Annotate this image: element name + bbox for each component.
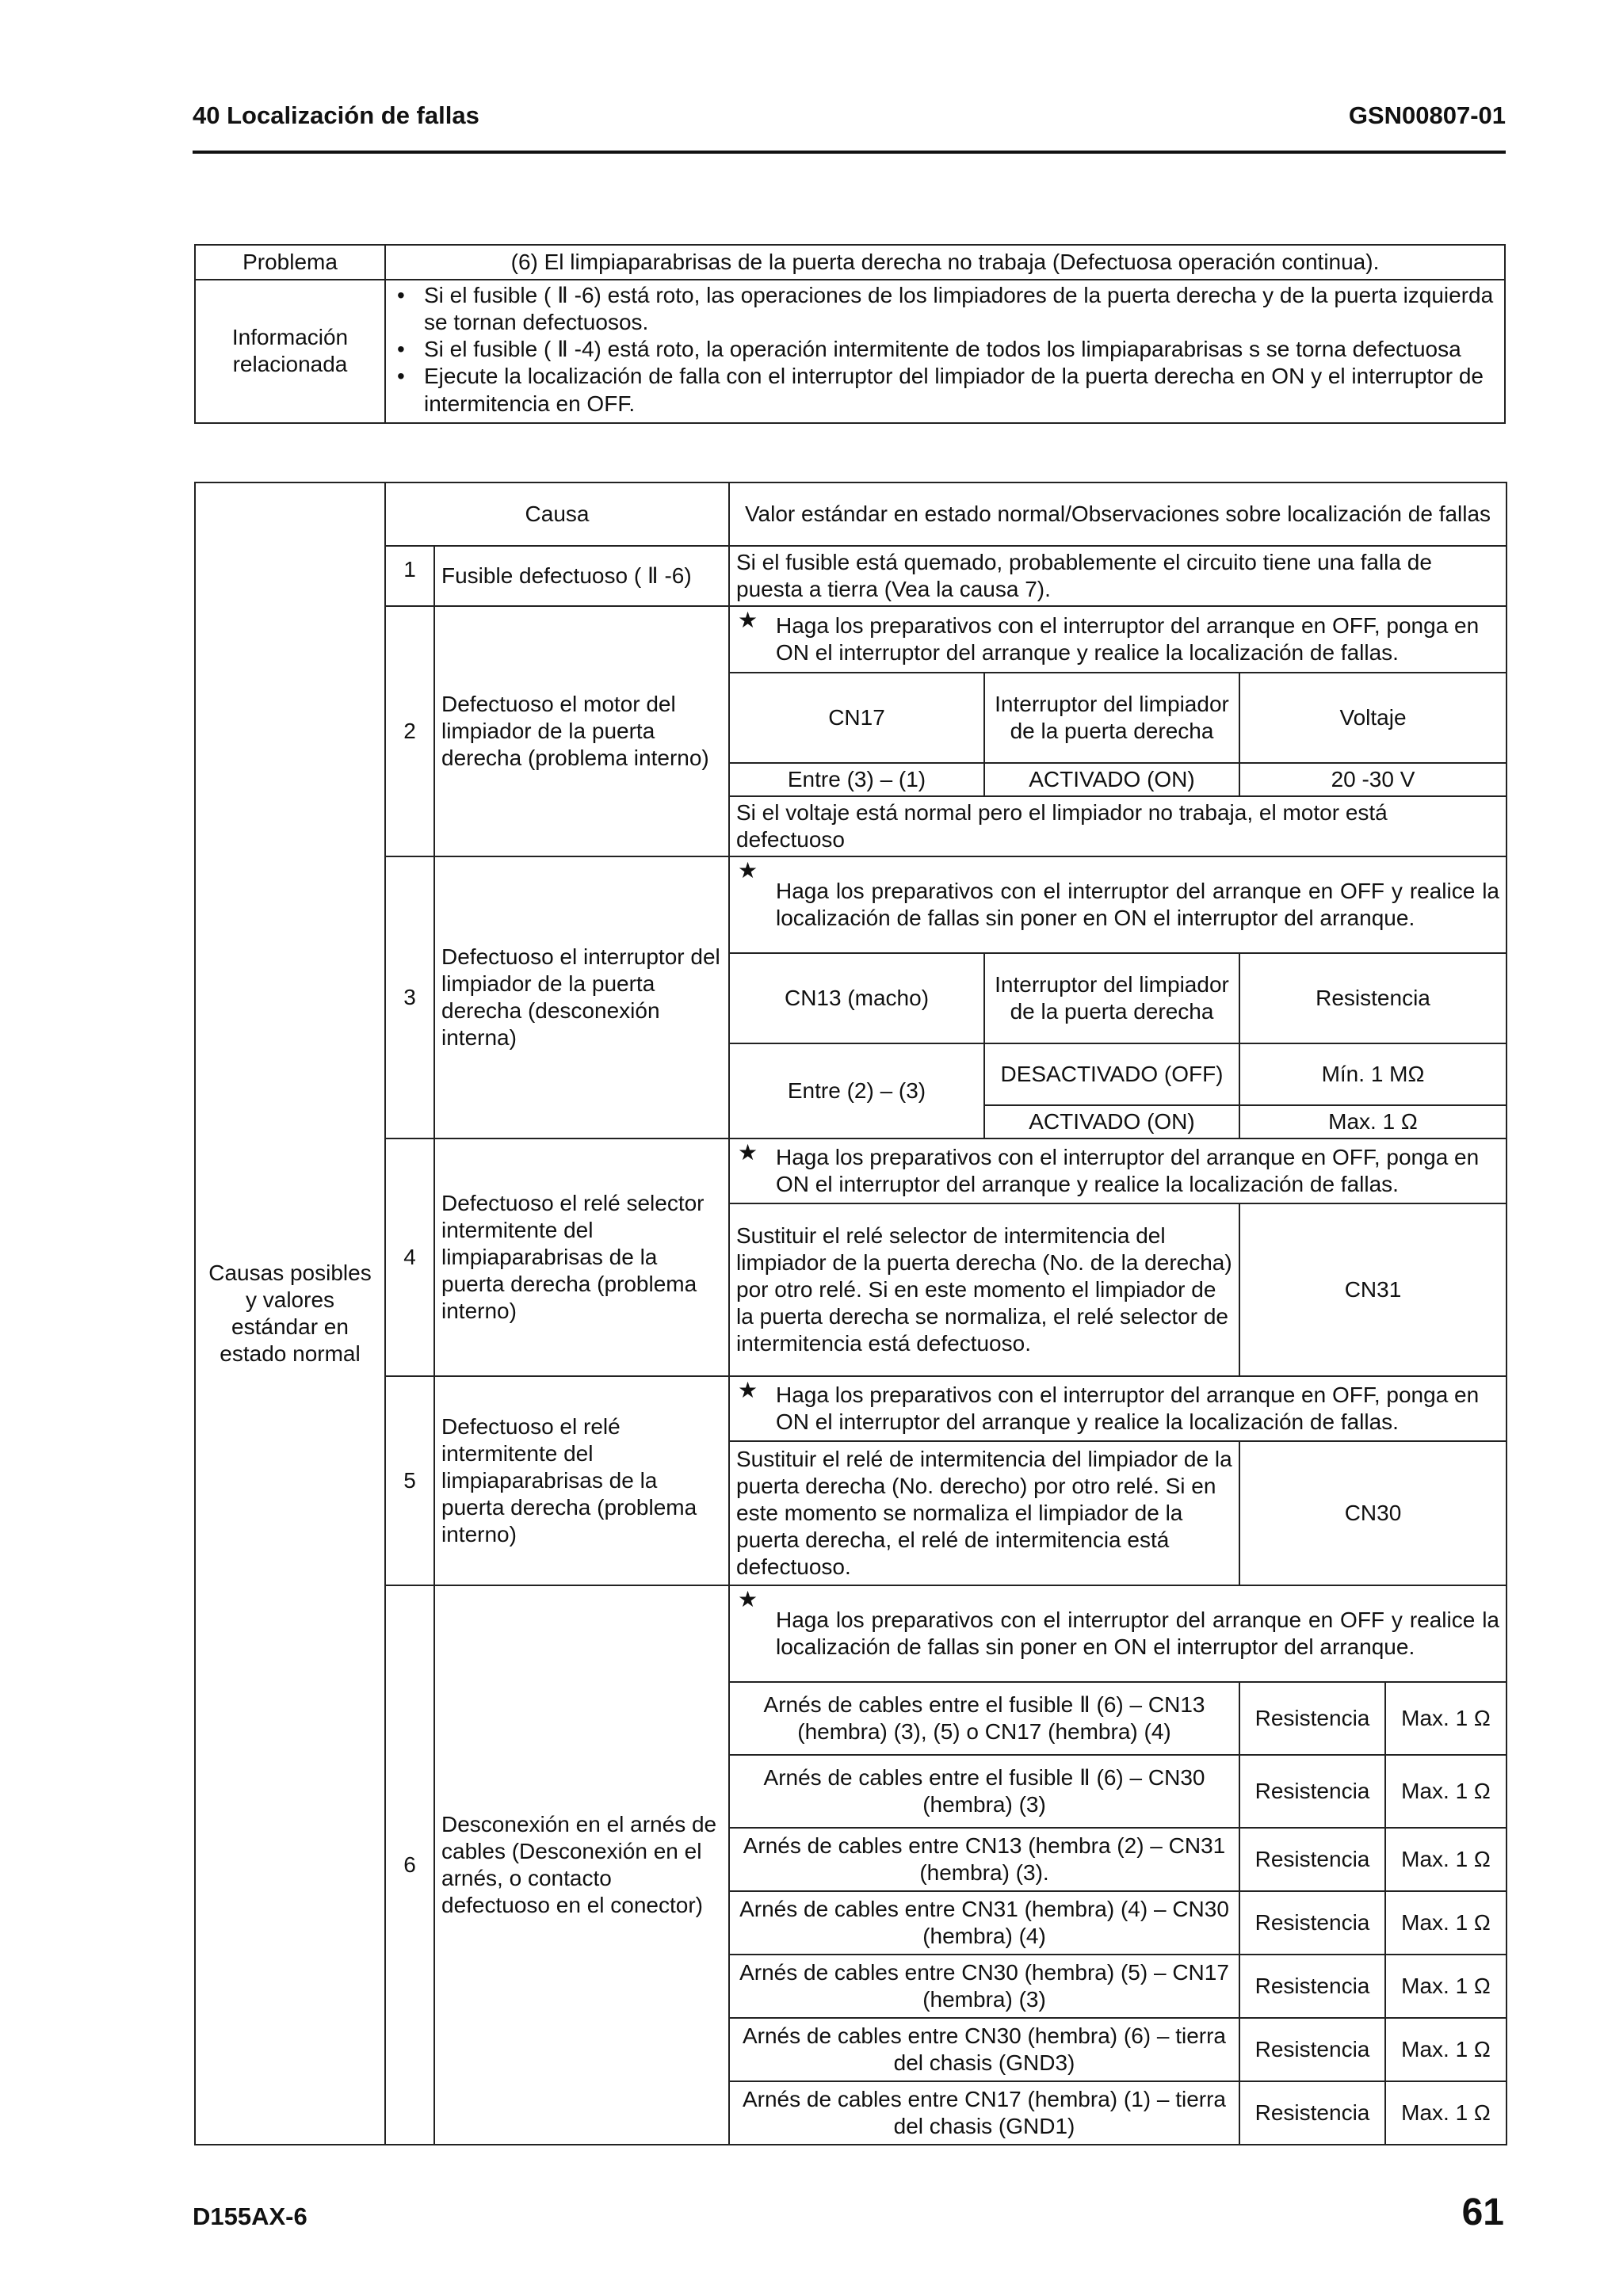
- measure-item: Resistencia: [1239, 2081, 1385, 2145]
- causes-header-row: [195, 482, 1507, 546]
- problem-text: (6) El limpiaparabrisas de la puerta derecha no trabaja (Defectuosa operación continua).: [385, 245, 1505, 280]
- cause-description: Defectuoso el interruptor del limpiador de la puerta derecha (desconexión interna): [434, 856, 729, 1138]
- info-list: [392, 282, 1498, 418]
- page-number: 61: [1461, 2191, 1504, 2233]
- harness-description: Arnés de cables entre CN30 (hembra) (6) – tierra del chasis (GND3): [729, 2018, 1239, 2081]
- cause-number: 5: [385, 1376, 434, 1585]
- cause-2-prep-row: [195, 606, 1507, 673]
- preparation-note: [729, 1376, 1507, 1441]
- cause-5-prep-row: [195, 1376, 1507, 1441]
- cause-description: Defectuoso el relé selector intermitente del limpiaparabrisas de la puerta derecha (problema interno): [434, 1138, 729, 1376]
- standard-value: Max. 1 Ω: [1385, 1755, 1507, 1828]
- cause-number: 6: [385, 1585, 434, 2145]
- resistance-value-on: Max. 1 Ω: [1239, 1105, 1507, 1138]
- info-item: • Si el fusible ( Ⅱ -6) está roto, las operaciones de los limpiadores de la puerta derecha y de la puerta izquierda se tornan defectuosos.: [392, 282, 1498, 336]
- switch-state-off: DESACTIVADO (OFF): [984, 1043, 1239, 1105]
- cause-4-prep-row: [195, 1138, 1507, 1203]
- preparation-text: Haga los preparativos con el interruptor del arranque en OFF, ponga en ON el interruptor del arranque y realice la localización de fallas.: [776, 612, 1480, 665]
- voltage-header: Voltaje: [1239, 673, 1507, 763]
- relay-connector: CN30: [1239, 1441, 1507, 1585]
- harness-description: Arnés de cables entre CN13 (hembra (2) – CN31 (hembra) (3).: [729, 1828, 1239, 1891]
- cause-note: Sustituir el relé de intermitencia del limpiador de la puerta derecha (No. derecho) por otro relé. Si en este momento se normaliza el limpiador de la puerta derecha, el relé de intermitencia está defectuoso.: [729, 1441, 1239, 1585]
- info-row: [195, 280, 1505, 423]
- cause-3-prep-row: [195, 856, 1507, 953]
- info-label: Información relacionada: [195, 280, 385, 423]
- causes-table: [194, 482, 1507, 2145]
- relay-connector: CN31: [1239, 1203, 1507, 1376]
- cause-description: Fusible defectuoso ( Ⅱ -6): [434, 546, 729, 606]
- standard-value: Max. 1 Ω: [1385, 2018, 1507, 2081]
- measure-points: Entre (2) – (3): [729, 1043, 984, 1138]
- star-icon: ★: [738, 1378, 758, 1402]
- preparation-text: Haga los preparativos con el interruptor del arranque en OFF y realice la localización de fallas sin poner en ON el interruptor del arranque.: [776, 878, 1499, 930]
- causes-row-label: Causas posibles y valores estándar en estado normal: [195, 482, 385, 2145]
- cause-note: Si el fusible está quemado, probablemente el circuito tiene una falla de puesta a tierra (Vea la causa 7).: [729, 546, 1507, 606]
- standard-value: Max. 1 Ω: [1385, 1891, 1507, 1955]
- problem-row: [195, 245, 1505, 280]
- cause-number: 3: [385, 856, 434, 1138]
- star-icon: ★: [738, 1587, 758, 1611]
- cause-note: Sustituir el relé selector de intermitencia del limpiador de la puerta derecha (No. de la derecha) por otro relé. Si en este momento el limpiador de la puerta derecha se normaliza, el relé selector de intermitencia está defectuoso.: [729, 1203, 1239, 1376]
- connector-header: CN17: [729, 673, 984, 763]
- preparation-text: Haga los preparativos con el interruptor del arranque en OFF y realice la localización de fallas sin poner en ON el interruptor del arranque.: [776, 1607, 1499, 1659]
- measure-item: Resistencia: [1239, 1682, 1385, 1755]
- preparation-note: [729, 606, 1507, 673]
- harness-description: Arnés de cables entre CN17 (hembra) (1) – tierra del chasis (GND1): [729, 2081, 1239, 2145]
- model-code: D155AX-6: [193, 2203, 307, 2230]
- info-item: • Ejecute la localización de falla con el interruptor del limpiador de la puerta derecha en ON y el interruptor de intermitencia en OFF.: [392, 363, 1498, 417]
- measure-item: Resistencia: [1239, 1955, 1385, 2018]
- info-item: • Si el fusible ( Ⅱ -4) está roto, la operación intermitente de todos los limpiaparabrisas s se torna defectuosa: [392, 336, 1498, 363]
- cause-description: Defectuoso el motor del limpiador de la puerta derecha (problema interno): [434, 606, 729, 856]
- problem-label: Problema: [195, 245, 385, 280]
- cause-description: Desconexión en el arnés de cables (Desconexión en el arnés, o contacto defectuoso en el conector): [434, 1585, 729, 2145]
- info-cell: [385, 280, 1505, 423]
- preparation-note: [729, 856, 1507, 953]
- standard-column-header: Valor estándar en estado normal/Observaciones sobre localización de fallas: [729, 482, 1507, 546]
- cause-note: Si el voltaje está normal pero el limpiador no trabaja, el motor está defectuoso: [729, 796, 1507, 856]
- header-rule: [193, 151, 1506, 154]
- voltage-value: 20 -30 V: [1239, 763, 1507, 796]
- preparation-note: [729, 1585, 1507, 1682]
- cause-number: 2: [385, 606, 434, 856]
- measure-item: Resistencia: [1239, 1891, 1385, 1955]
- cause-1-row: [195, 546, 1507, 606]
- preparation-text: Haga los preparativos con el interruptor del arranque en OFF, ponga en ON el interruptor del arranque y realice la localización de fallas.: [776, 1144, 1480, 1196]
- standard-value: Max. 1 Ω: [1385, 2081, 1507, 2145]
- measure-item: Resistencia: [1239, 1828, 1385, 1891]
- harness-description: Arnés de cables entre CN31 (hembra) (4) – CN30 (hembra) (4): [729, 1891, 1239, 1955]
- section-title: 40 Localización de fallas: [193, 101, 479, 129]
- measure-item: Resistencia: [1239, 1755, 1385, 1828]
- cause-6-prep-row: [195, 1585, 1507, 1682]
- switch-state-on: ACTIVADO (ON): [984, 1105, 1239, 1138]
- measure-points: Entre (3) – (1): [729, 763, 984, 796]
- harness-description: Arnés de cables entre CN30 (hembra) (5) – CN17 (hembra) (3): [729, 1955, 1239, 2018]
- preparation-text: Haga los preparativos con el interruptor del arranque en OFF, ponga en ON el interruptor del arranque y realice la localización de fallas.: [776, 1382, 1480, 1434]
- resistance-value-off: Mín. 1 MΩ: [1239, 1043, 1507, 1105]
- switch-header: Interruptor del limpiador de la puerta derecha: [984, 673, 1239, 763]
- resistance-header: Resistencia: [1239, 953, 1507, 1043]
- problem-table: [194, 244, 1506, 424]
- cause-number: 4: [385, 1138, 434, 1376]
- measure-item: Resistencia: [1239, 2018, 1385, 2081]
- standard-value: Max. 1 Ω: [1385, 1828, 1507, 1891]
- cause-number: 1: [385, 546, 434, 606]
- star-icon: ★: [738, 858, 758, 883]
- standard-value: Max. 1 Ω: [1385, 1955, 1507, 2018]
- star-icon: ★: [738, 608, 758, 632]
- document-code: GSN00807-01: [1348, 101, 1506, 129]
- preparation-note: [729, 1138, 1507, 1203]
- harness-description: Arnés de cables entre el fusible Ⅱ (6) – CN30 (hembra) (3): [729, 1755, 1239, 1828]
- switch-header: Interruptor del limpiador de la puerta derecha: [984, 953, 1239, 1043]
- harness-description: Arnés de cables entre el fusible Ⅱ (6) – CN13 (hembra) (3), (5) o CN17 (hembra) (4): [729, 1682, 1239, 1755]
- cause-description: Defectuoso el relé intermitente del limpiaparabrisas de la puerta derecha (problema interno): [434, 1376, 729, 1585]
- switch-state: ACTIVADO (ON): [984, 763, 1239, 796]
- standard-value: Max. 1 Ω: [1385, 1682, 1507, 1755]
- star-icon: ★: [738, 1140, 758, 1165]
- cause-column-header: Causa: [385, 482, 729, 546]
- connector-header: CN13 (macho): [729, 953, 984, 1043]
